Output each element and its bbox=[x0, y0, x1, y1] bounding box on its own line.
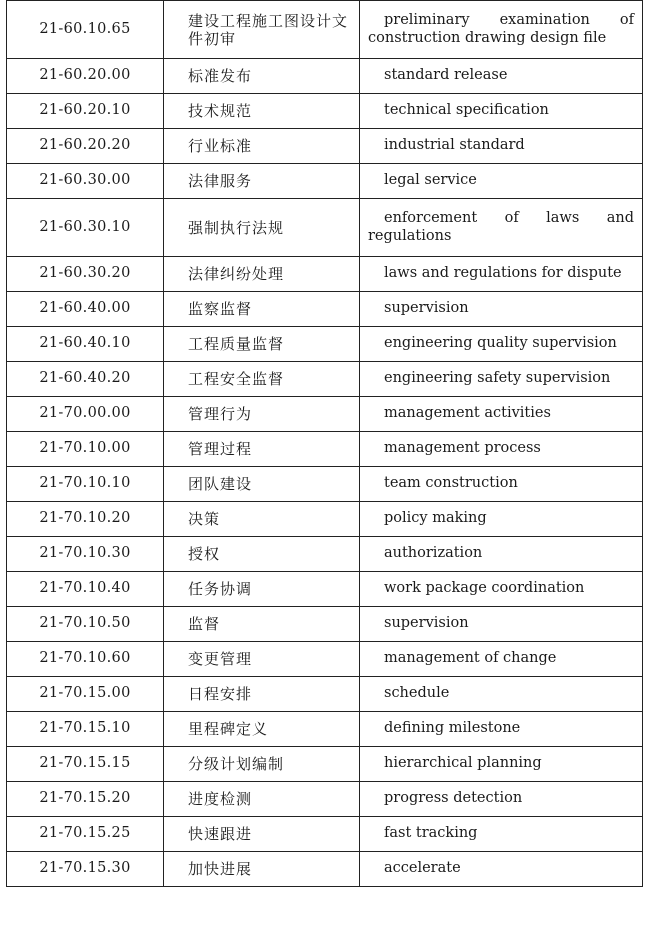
chinese-term-cell: 工程安全监督 bbox=[164, 362, 360, 397]
code-cell: 21-70.10.40 bbox=[7, 572, 164, 607]
english-term-cell: management process bbox=[360, 432, 643, 467]
chinese-term-cell: 任务协调 bbox=[164, 572, 360, 607]
english-term-text: preliminary examination of construction drawing design file bbox=[368, 12, 634, 46]
code-cell: 21-60.30.00 bbox=[7, 164, 164, 199]
table-row bbox=[7, 164, 643, 199]
english-term-cell: standard release bbox=[360, 59, 643, 94]
table-row bbox=[7, 257, 643, 292]
chinese-term-cell: 管理过程 bbox=[164, 432, 360, 467]
chinese-term-cell: 进度检测 bbox=[164, 782, 360, 817]
code-cell: 21-60.30.20 bbox=[7, 257, 164, 292]
table-row bbox=[7, 537, 643, 572]
chinese-term-cell: 日程安排 bbox=[164, 677, 360, 712]
code-cell: 21-70.15.20 bbox=[7, 782, 164, 817]
table-row bbox=[7, 817, 643, 852]
code-cell: 21-60.20.00 bbox=[7, 59, 164, 94]
english-term-cell: schedule bbox=[360, 677, 643, 712]
chinese-term-cell: 强制执行法规 bbox=[164, 199, 360, 257]
chinese-term-cell: 变更管理 bbox=[164, 642, 360, 677]
english-term-cell: authorization bbox=[360, 537, 643, 572]
code-cell: 21-70.15.25 bbox=[7, 817, 164, 852]
code-cell: 21-70.00.00 bbox=[7, 397, 164, 432]
table-row bbox=[7, 502, 643, 537]
chinese-term-cell: 工程质量监督 bbox=[164, 327, 360, 362]
chinese-term-cell: 分级计划编制 bbox=[164, 747, 360, 782]
chinese-term-cell: 法律纠纷处理 bbox=[164, 257, 360, 292]
table-row bbox=[7, 397, 643, 432]
chinese-term-cell: 加快进展 bbox=[164, 852, 360, 887]
table-row bbox=[7, 129, 643, 164]
table-row bbox=[7, 292, 643, 327]
code-cell: 21-60.20.20 bbox=[7, 129, 164, 164]
english-term-cell: management activities bbox=[360, 397, 643, 432]
chinese-term-cell: 建设工程施工图设计文件初审 bbox=[164, 1, 360, 59]
english-term-cell: engineering quality supervision bbox=[360, 327, 643, 362]
english-term-cell: work package coordination bbox=[360, 572, 643, 607]
english-term-cell: supervision bbox=[360, 607, 643, 642]
code-cell: 21-70.15.30 bbox=[7, 852, 164, 887]
english-term-cell: fast tracking bbox=[360, 817, 643, 852]
chinese-term-cell: 快速跟进 bbox=[164, 817, 360, 852]
code-cell: 21-70.15.00 bbox=[7, 677, 164, 712]
code-cell: 21-60.10.65 bbox=[7, 1, 164, 59]
english-term-cell: defining milestone bbox=[360, 712, 643, 747]
english-term-cell: engineering safety supervision bbox=[360, 362, 643, 397]
code-cell: 21-70.10.60 bbox=[7, 642, 164, 677]
table-row bbox=[7, 362, 643, 397]
chinese-term-cell: 里程碑定义 bbox=[164, 712, 360, 747]
chinese-term-cell: 法律服务 bbox=[164, 164, 360, 199]
table-row bbox=[7, 782, 643, 817]
english-term-cell bbox=[360, 199, 643, 257]
table-row bbox=[7, 677, 643, 712]
code-cell: 21-60.40.20 bbox=[7, 362, 164, 397]
table-row bbox=[7, 432, 643, 467]
table-row bbox=[7, 199, 643, 257]
code-cell: 21-60.30.10 bbox=[7, 199, 164, 257]
english-term-cell: policy making bbox=[360, 502, 643, 537]
code-cell: 21-60.40.00 bbox=[7, 292, 164, 327]
table-row bbox=[7, 94, 643, 129]
code-cell: 21-70.15.10 bbox=[7, 712, 164, 747]
code-cell: 21-70.15.15 bbox=[7, 747, 164, 782]
chinese-term-cell: 团队建设 bbox=[164, 467, 360, 502]
english-term-cell: hierarchical planning bbox=[360, 747, 643, 782]
chinese-term-cell: 标准发布 bbox=[164, 59, 360, 94]
table-row bbox=[7, 572, 643, 607]
english-term-cell: industrial standard bbox=[360, 129, 643, 164]
chinese-term-cell: 决策 bbox=[164, 502, 360, 537]
english-term-cell bbox=[360, 1, 643, 59]
chinese-term-cell: 行业标准 bbox=[164, 129, 360, 164]
english-term-cell: supervision bbox=[360, 292, 643, 327]
table-row bbox=[7, 747, 643, 782]
code-cell: 21-60.20.10 bbox=[7, 94, 164, 129]
chinese-term-cell: 监察监督 bbox=[164, 292, 360, 327]
english-term-cell: team construction bbox=[360, 467, 643, 502]
table-row bbox=[7, 327, 643, 362]
table-row bbox=[7, 467, 643, 502]
table-row bbox=[7, 607, 643, 642]
classification-table bbox=[6, 0, 643, 887]
table-row bbox=[7, 59, 643, 94]
code-cell: 21-70.10.50 bbox=[7, 607, 164, 642]
table-row bbox=[7, 712, 643, 747]
classification-table-wrapper bbox=[6, 0, 642, 887]
table-row bbox=[7, 852, 643, 887]
code-cell: 21-70.10.30 bbox=[7, 537, 164, 572]
table-row bbox=[7, 1, 643, 59]
english-term-cell: progress detection bbox=[360, 782, 643, 817]
chinese-term-cell: 技术规范 bbox=[164, 94, 360, 129]
english-term-text: enforcement of laws and regulations bbox=[368, 210, 634, 244]
code-cell: 21-70.10.10 bbox=[7, 467, 164, 502]
english-term-cell: legal service bbox=[360, 164, 643, 199]
english-term-cell: management of change bbox=[360, 642, 643, 677]
english-term-cell: laws and regulations for dispute bbox=[360, 257, 643, 292]
code-cell: 21-70.10.00 bbox=[7, 432, 164, 467]
code-cell: 21-70.10.20 bbox=[7, 502, 164, 537]
english-term-cell: technical specification bbox=[360, 94, 643, 129]
chinese-term-cell: 监督 bbox=[164, 607, 360, 642]
table-body bbox=[7, 1, 643, 887]
chinese-term-cell: 授权 bbox=[164, 537, 360, 572]
table-row bbox=[7, 642, 643, 677]
code-cell: 21-60.40.10 bbox=[7, 327, 164, 362]
chinese-term-cell: 管理行为 bbox=[164, 397, 360, 432]
english-term-cell: accelerate bbox=[360, 852, 643, 887]
